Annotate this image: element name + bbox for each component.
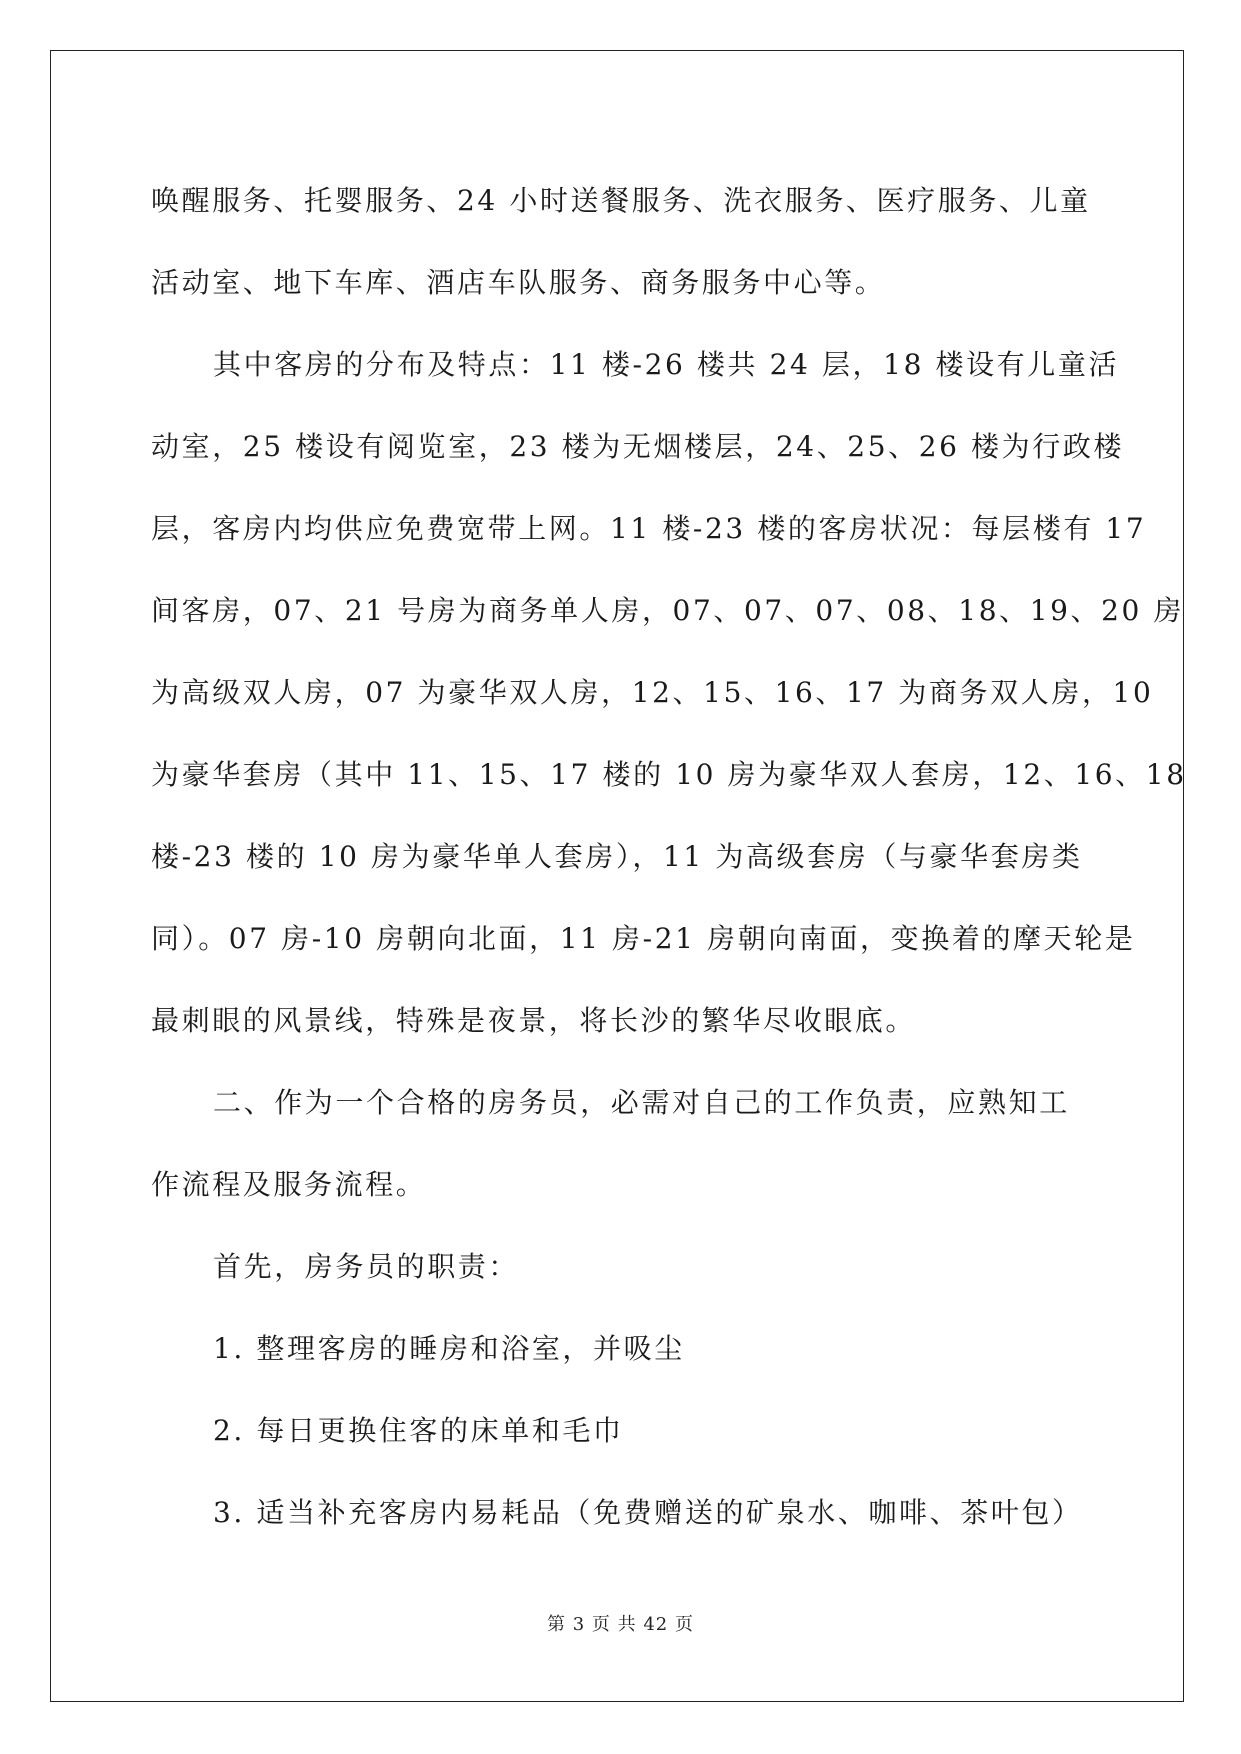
paragraph-first-line: 其中客房的分布及特点：11 楼-26 楼共 24 层，18 楼设有儿童活 xyxy=(213,348,1120,381)
text-line: 楼-23 楼的 10 房为豪华单人套房），11 为高级套房（与豪华套房类 xyxy=(151,840,1083,873)
paragraph-first-line: 二、作为一个合格的房务员，必需对自己的工作负责，应熟知工 xyxy=(213,1086,1070,1119)
list-item: 1. 整理客房的睡房和浴室，并吸尘 xyxy=(213,1332,685,1365)
text-line: 为高级双人房，07 为豪华双人房，12、15、16、17 为商务双人房，10 xyxy=(151,676,1154,709)
paragraph-first-line: 首先，房务员的职责： xyxy=(213,1250,520,1283)
text-line: 为豪华套房（其中 11、15、17 楼的 10 房为豪华双人套房，12、16、18 xyxy=(151,758,1187,791)
text-line: 最刺眼的风景线，特殊是夜景，将长沙的繁华尽收眼底。 xyxy=(151,1004,917,1037)
text-line: 活动室、地下车库、酒店车队服务、商务服务中心等。 xyxy=(151,266,886,299)
text-line: 层，客房内均供应免费宽带上网。11 楼-23 楼的客房状况：每层楼有 17 xyxy=(151,512,1147,545)
list-item: 3. 适当补充客房内易耗品（免费赠送的矿泉水、咖啡、茶叶包） xyxy=(213,1496,1083,1529)
document-body xyxy=(151,160,1187,1554)
text-line: 同）。07 房-10 房朝向北面，11 房-21 房朝向南面，变换着的摩天轮是 xyxy=(151,922,1136,955)
text-line: 动室，25 楼设有阅览室，23 楼为无烟楼层，24、25、26 楼为行政楼 xyxy=(151,430,1125,463)
text-line: 唤醒服务、托婴服务、24 小时送餐服务、洗衣服务、医疗服务、儿童 xyxy=(151,184,1091,217)
text-line: 间客房，07、21 号房为商务单人房，07、07、07、08、18、19、20 房 xyxy=(151,594,1185,627)
page-number-footer: 第 3 页 共 42 页 xyxy=(547,1614,694,1635)
text-line: 作流程及服务流程。 xyxy=(151,1168,427,1201)
list-item: 2. 每日更换住客的床单和毛巾 xyxy=(213,1414,624,1447)
